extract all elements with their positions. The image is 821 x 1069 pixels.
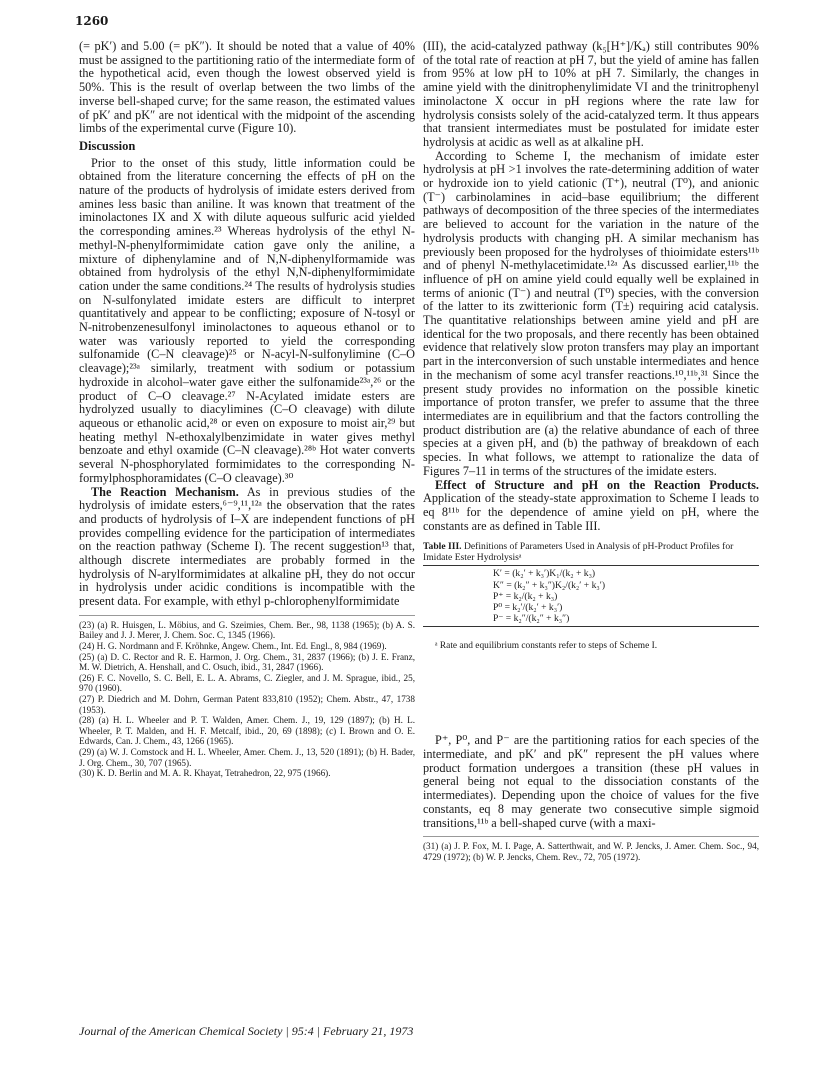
footnote: (31) (a) J. P. Fox, M. I. Page, A. Satterthwait, and W. P. Jencks, J. Amer. Chem. Soc., 94, 4729 (1972); (b) W. P. Jencks, Chem. Rev., 72, 705 (1972). (423, 841, 759, 862)
paragraph: According to Scheme I, the mechanism of imidate ester hydrolysis at pH >1 involves the rate-determining addition of water or hydroxide ion to yield cationic (T⁺), neutral (T⁰), and anionic (T⁻) carbinolamines in acid–base equilibrium; the different pathways of decomposition of the three species of the intermediates are believed to account for the variation in the nature of the hydrolysis products with changing pH. A similar mechanism has previously been proposed for the hydrolyses of thioimidate esters¹¹ᵇ and of phenyl N-methylacetimidate.¹²ᵃ As discussed earlier,¹¹ᵇ the influence of pH on amine yield could equally well be explained in terms of anionic (T⁻) and neutral (T⁰) species, with the conversion of the latter to its zwitterionic form (T±) requiring acid catalysis. The quantitative relationships between amine yield and pH are identical for the two proposals, and there recently has been obtained evidence that relatively slow proton transfers may play an important part in the interconversion of such unstable intermediates and hence in the mechanism of some acyl transfer reactions.¹⁰,¹¹ᵇ,³¹ Since the present study provides no information on the possible kinetic importance of proton transfer, we prefer to assume that the three intermediates are in equilibrium and that the factors controlling the product distribution are (a) the relative abundance of each of three species at a given pH, and (b) the pathway of breakdown of each species. In what follows, we attempt to rationalize the data of Figures 7–11 in terms of the structures of the imidate esters. (423, 148, 759, 478)
table-caption-text: Definitions of Parameters Used in Analysis of pH-Product Profiles for Imidate Ester Hydrolysisᵃ (423, 541, 734, 564)
left-column (79, 40, 415, 779)
footnote: (25) (a) D. C. Rector and R. E. Harmon, J. Org. Chem., 31, 2837 (1966); (b) J. E. Franz, M. W. Dietrich, A. Henshall, and C. Osuch, ibid., 31, 2847 (1966). (79, 651, 415, 673)
journal-footer: Journal of the American Chemical Society | 95:4 | February 21, 1973 (79, 1024, 414, 1038)
run-in-heading: The Reaction Mechanism. (91, 484, 239, 499)
table-caption (423, 541, 759, 563)
run-in-heading: Effect of Structure and pH on the Reaction Products. (435, 477, 759, 492)
table-label: Table III. (423, 541, 462, 553)
footnote: (30) K. D. Berlin and M. A. R. Khayat, Tetrahedron, 22, 975 (1966). (79, 768, 331, 779)
table-iii (423, 541, 759, 652)
paragraph: Prior to the onset of this study, little information could be obtained from the literature concerning the effects of pH on the nature of the products of hydrolysis of imidate esters derived from amines less basic than aniline. It was known that treatment of the iminolactones IX and X with dilute aqueous sulfuric acid yielded the corresponding amines.²³ Whereas hydrolysis of the ethyl N-methyl-N-phenylformimidate cation gave only the aniline, a mixture of diphenylamine and of N,N-diphenylformamide was obtained from hydrolysis of the ethyl N,N-diphenylformimidate cation under the same conditions.²⁴ The results of hydrolysis studies on N-sulfonylated imidate esters are difficult to interpret quantitatively and appear to be conflicting; exposure of N-tosyl or N-nitrobenzenesulfonyl iminolactones to aqueous ethanol or to water was variously reported to yield the corresponding sulfonamide (C–N cleavage)²⁵ or N-acyl-N-sulfonylimine (C–O cleavage);²³ᵃ similarly, treatment with sodium or potassium hydroxide in alcohol–water gave either the sulfonamide²³ᵃ,²⁶ or the product of C–O cleavage.²⁷ N-Acylated imidate esters are hydrolyzed usually to diacylimines (C–O cleavage) with dilute aqueous or ethanolic acid,²⁸ or even on exposure to moist air,²⁹ but heating methyl N-ethoxalylbenzimidate in water gives methyl benzoate and ethyl oxamide (C–N cleavage).²⁸ᵇ Hot water converts several N-phosphorylated formimidates to the corresponding N-formylphosphoramidates (C–O cleavage).³⁰ (79, 155, 415, 485)
table-row: K′ = (k₂′ + k₃′)K₁/(k₂ + k₃) (493, 568, 596, 580)
paragraph-text: As in previous studies of the hydrolysis of imidate esters,⁶⁻⁹,¹¹,¹²ᵃ the observation that the rates and products of hydrolysis of I–X are independent functions of pH provides compelling evidence for the participation of intermediates on the reaction pathway (Scheme I). The recent suggestion¹³ that, although discrete intermediates are probably formed in the hydrolysis of N-arylformimidates at alkaline pH, they do not occur in hydrolysis under acidic conditions is incompatible with the present data. For example, with ethyl p-chlorophenylformimidate (79, 484, 416, 609)
paragraph-text: Application of the steady-state approximation to Scheme I leads to eq 8¹¹ᵇ for the dependence of amine yield on pH, where the constants are as defined in Table III. (423, 491, 759, 533)
paragraph (423, 479, 759, 534)
footnote: (26) F. C. Novello, S. C. Bell, E. L. A. Abrams, C. Ziegler, and J. M. Sprague, ibid., 25, 970 (1960). (79, 672, 415, 694)
footnote: (27) P. Diedrich and M. Dohrn, German Patent 833,810 (1952); Chem. Abstr., 47, 1738 (1953). (79, 693, 415, 715)
table-footnote: ᵃ Rate and equilibrium constants refer to steps of Scheme I. (435, 641, 658, 652)
paragraph: (= pK′) and 5.00 (= pK″). It should be noted that a value of 40% must be assigned to the partitioning ratio of the intermediate form of the hypothetical acid, even though the lowest observed yield is 50%. This is the result of overlap between the two limbs of the inverse bell-shaped curve; for the same reason, the estimated values of pK′ and pK″ are not identical with the midpoint of the ascending limbs of the experimental curve (Figure 10). (79, 39, 415, 136)
paragraph (79, 486, 415, 609)
table-rule (423, 565, 759, 566)
footnote: (23) (a) R. Huisgen, L. Möbius, and G. Szeimies, Chem. Ber., 98, 1138 (1965); (b) A. S. Bailey and J. J. Merer, J. Chem. Soc. C, 1345 (1966). (79, 619, 415, 641)
table-row: P⁺ = k₂/(k₂ + k₃) (493, 590, 558, 602)
paragraph: (III), the acid-catalyzed pathway (k₅[H⁺]/Kₐ) still contributes 90% of the total rate of reaction at pH 7, but the yield of amine has fallen from 95% at low pH to 10% at pH 7. Similarly, the changes in amine yield with the dinitrophenylimidate VI and the trinitrophenyl iminolactone X occur in pH regions where the rate law for hydrolysis consists solely of the acid-catalyzed term. It thus appears that transient intermediates must be postulated for imidate ester hydrolysis at acidic as well as at alkaline pH. (423, 39, 759, 149)
paragraph: P⁺, P⁰, and P⁻ are the partitioning ratios for each species of the intermediate, and pK′ and pK″ represent the pH values where product formation undergoes a transition (these pH values in general being not equal to the dissociation constants of the intermediates). Depending upon the choice of values for the five constants, eq 8 may generate two consecutive simple sigmoid transitions,¹¹ᵇ a bell-shaped curve (with a maxi- (423, 733, 759, 830)
table-row: K″ = (k₂″ + k₃″)K₂/(k₂′ + k₃′) (493, 579, 606, 591)
footnote: (28) (a) H. L. Wheeler and P. T. Walden, Amer. Chem. J., 19, 129 (1897); (b) H. L. Wheeler, P. T. Malden, and H. F. Metcalf, ibid., 20, 69 (1898); (c) I. Brown and O. E. Edwards, Can. J. Chem., 43, 1266 (1965). (79, 715, 415, 747)
table-body (493, 568, 759, 624)
section-heading-discussion: Discussion (79, 138, 136, 153)
table-row: P⁰ = k₂′/(k₂′ + k₃′) (493, 601, 563, 613)
page-number: 1260 (75, 14, 109, 28)
footnotes (79, 615, 415, 779)
table-row: P⁻ = k₂″/(k₂″ + k₃″) (493, 613, 570, 625)
blank-space (423, 652, 759, 734)
table-rule (423, 626, 759, 627)
right-column (423, 40, 759, 862)
footnote: (24) H. G. Nordmann and F. Kröhnke, Angew. Chem., Int. Ed. Engl., 8, 984 (1969). (79, 641, 387, 652)
footnotes (423, 836, 759, 862)
footnote: (29) (a) W. J. Comstock and H. L. Wheeler, Amer. Chem. J., 13, 520 (1891); (b) H. Bader, J. Org. Chem., 30, 707 (1965). (79, 746, 415, 768)
